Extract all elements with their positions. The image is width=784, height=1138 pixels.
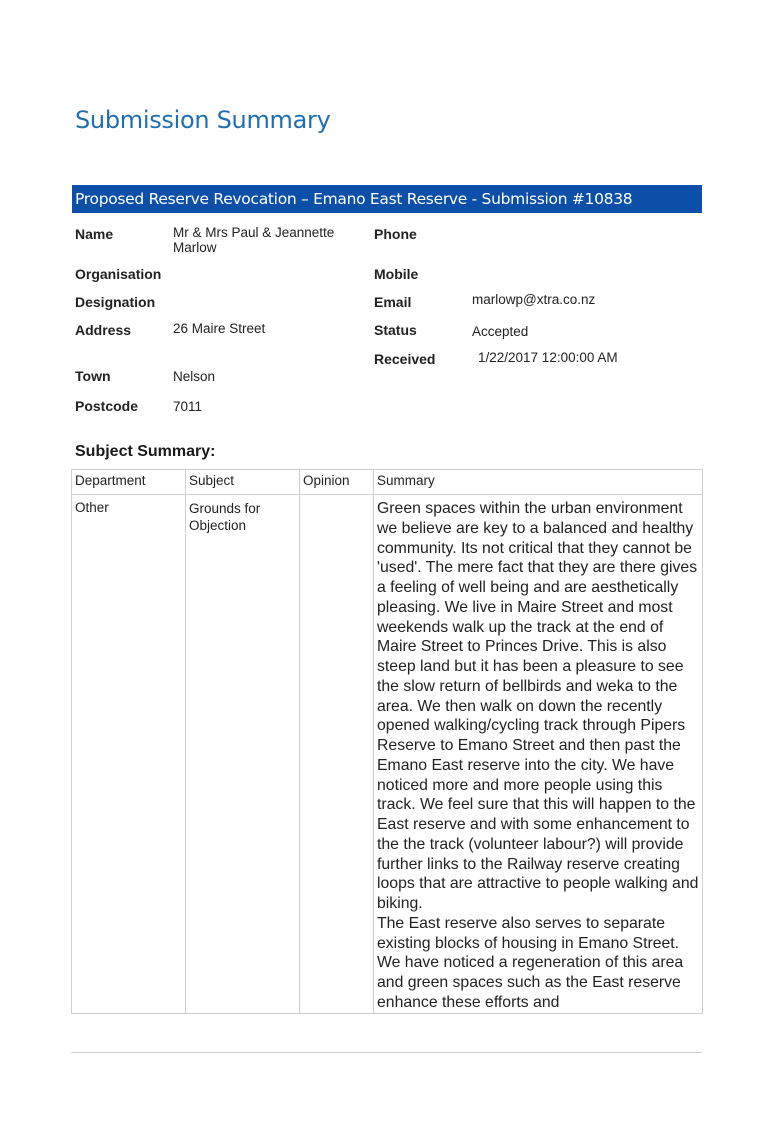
postcode-value: 7011 xyxy=(173,399,203,414)
column-header-opinion: Opinion xyxy=(300,470,374,495)
column-header-department: Department xyxy=(72,470,186,495)
phone-label: Phone xyxy=(374,226,417,242)
town-label: Town xyxy=(75,368,111,384)
summary-paragraph-1: Green spaces within the urban environment we believe are key to a balanced and healthy community. Its not critical that they cannot be 'used'. The mere fact that they are there gives a feeling of well being and are aesthetically pleasing. We live in Maire Street and most weekends walk up the track at the end of Maire Street to Princes Drive. This is also steep land but it has been a pleasure to see the slow return of bellbirds and weka to the area. We then walk on down the recently opened walking/cycling track through Pipers Reserve to Emano Street and then past the Emano East reserve into the city. We have noticed more and more people using this track. We feel sure that this will happen to the East reserve and with some enhancement to the the track (volunteer labour?) will provide further links to the Railway reserve creating loops that are attractive to people walking and biking. xyxy=(377,500,699,912)
received-value: 1/22/2017 12:00:00 AM xyxy=(478,350,618,365)
cell-department: Other xyxy=(72,495,186,1014)
subject-summary-title: Subject Summary: xyxy=(75,443,216,460)
cell-summary xyxy=(374,495,703,1014)
summary-paragraph-2: The East reserve also serves to separate existing blocks of housing in Emano Street. We have noticed a regeneration of this area and green spaces such as the East reserve enhance these efforts and xyxy=(377,914,684,1011)
cell-subject: Grounds for Objection xyxy=(186,495,300,1014)
address-label: Address xyxy=(75,322,132,338)
column-header-subject: Subject xyxy=(186,470,300,495)
postcode-label: Postcode xyxy=(75,398,139,414)
email-label: Email xyxy=(374,294,412,310)
status-value: Accepted xyxy=(472,324,529,339)
name-value: Mr & Mrs Paul & Jeannette Marlow xyxy=(173,225,335,255)
received-label: Received xyxy=(374,351,436,367)
mobile-label: Mobile xyxy=(374,266,419,282)
page-title: Submission Summary xyxy=(75,106,331,134)
subject-summary-table xyxy=(71,469,703,1014)
table-header-row xyxy=(72,470,703,495)
column-header-summary: Summary xyxy=(374,470,703,495)
organisation-label: Organisation xyxy=(75,266,162,282)
submission-banner: Proposed Reserve Revocation – Emano East Reserve - Submission #10838 xyxy=(72,185,702,213)
cell-opinion xyxy=(300,495,374,1014)
status-label: Status xyxy=(374,322,417,338)
table-row xyxy=(72,495,703,1014)
name-label: Name xyxy=(75,226,114,242)
address-value: 26 Maire Street xyxy=(173,321,266,336)
designation-label: Designation xyxy=(75,294,156,310)
table-bottom-border xyxy=(71,1052,702,1053)
email-value: marlowp@xtra.co.nz xyxy=(472,292,596,307)
town-value: Nelson xyxy=(173,369,216,384)
page-bottom-mask xyxy=(0,1053,784,1138)
